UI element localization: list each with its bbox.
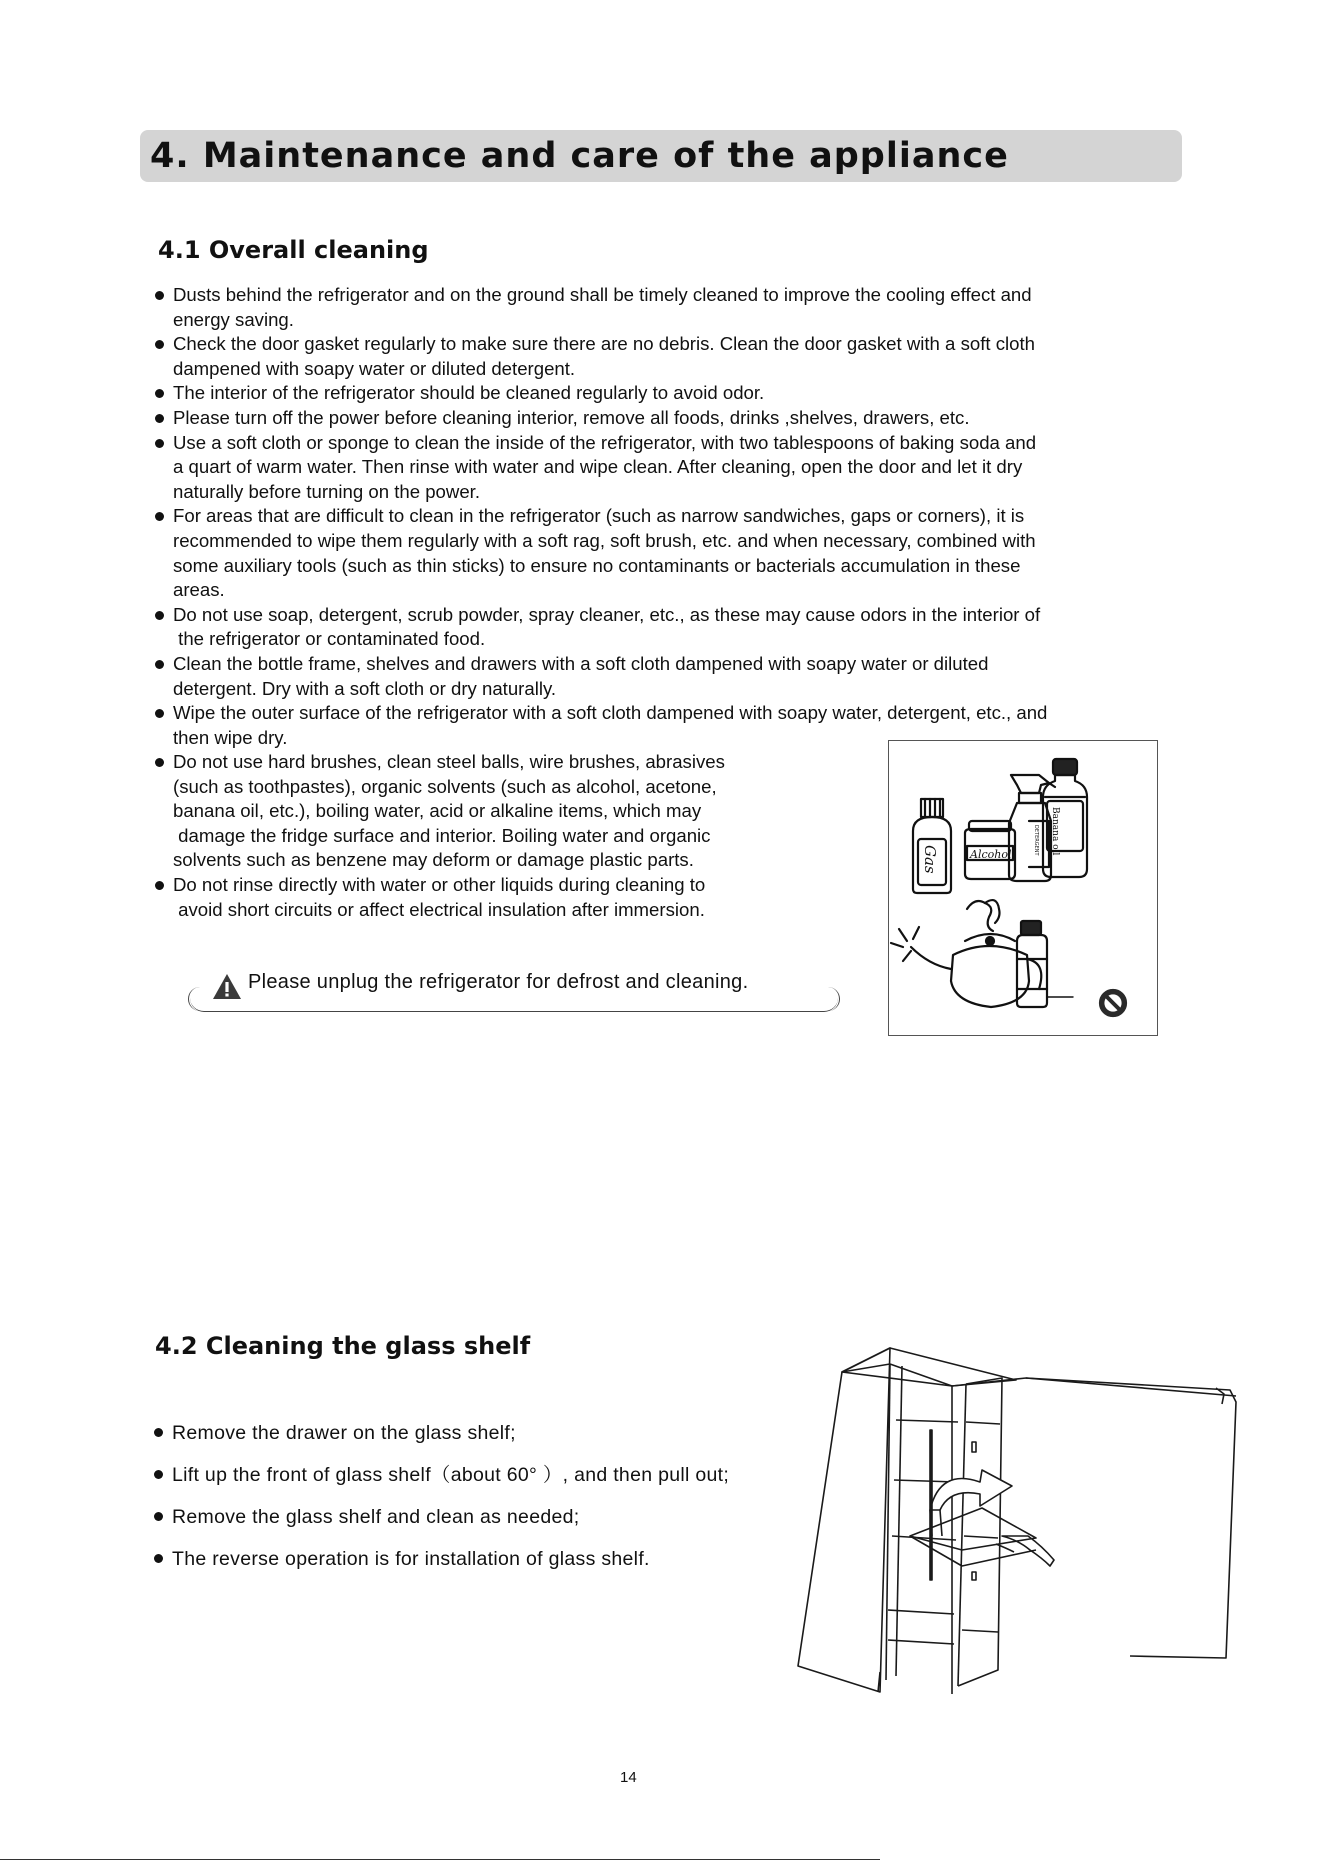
overall-cleaning-list <box>152 283 1212 750</box>
warning-triangle-icon <box>212 973 242 1005</box>
bullet-dot <box>155 340 164 349</box>
bullet-dot <box>154 1470 163 1479</box>
cleaning-bullet-item <box>152 381 1212 406</box>
cleaning-bullet-line: The interior of the refrigerator should be cleaned regularly to avoid odor. <box>173 382 765 404</box>
cleaning-bullet-line: naturally before turning on the power. <box>173 480 480 502</box>
cleaning-bullet-line: detergent. Dry with a soft cloth or dry naturally. <box>173 677 557 699</box>
bullet-dot <box>154 1428 163 1437</box>
illustration-gas-label: Gas <box>921 845 939 874</box>
cleaning-bullet-line: a quart of warm water. Then rinse with water and wipe clean. After cleaning, open the door and let it dry <box>173 456 1023 478</box>
cleaning-bullet-line: banana oil, etc.), boiling water, acid or alkaline items, which may <box>173 800 702 822</box>
cleaning-bullet-line: Wipe the outer surface of the refrigerator with a soft cloth dampened with soapy water, detergent, etc., and <box>173 702 1048 724</box>
steam-icon <box>967 900 1000 931</box>
section-2-title: 4.2 Cleaning the glass shelf <box>155 1332 531 1360</box>
bullet-dot <box>155 881 164 890</box>
cleaning-bullet-line: Dusts behind the refrigerator and on the ground shall be timely cleaned to improve the cooling effect and <box>173 284 1032 305</box>
page-number: 14 <box>620 1769 637 1786</box>
cleaning-bullet-item <box>152 750 872 873</box>
cleaning-bullet-line: avoid short circuits or affect electrical insulation after immersion. <box>173 898 705 920</box>
right-door-icon <box>952 1378 1236 1658</box>
warning-text: Please unplug the refrigerator for defrost and cleaning. <box>248 971 749 993</box>
prohibited-icon <box>1100 990 1126 1016</box>
kettle-icon <box>891 927 1041 1007</box>
warning-bracket-right <box>827 987 840 1011</box>
glass-shelf-step-line: The reverse operation is for installation of glass shelf. <box>172 1548 650 1570</box>
glass-shelf-icon <box>910 1508 1036 1550</box>
cleaning-bullet-line: then wipe dry. <box>173 726 288 748</box>
cleaning-bullet-line: Clean the bottle frame, shelves and drawers with a soft cloth dampened with soapy water or diluted <box>173 652 989 674</box>
bullet-dot <box>154 1512 163 1521</box>
left-door-icon <box>798 1348 890 1692</box>
glass-shelf-step-line: Lift up the front of glass shelf（about 60° ）, and then pull out; <box>172 1464 730 1486</box>
cleaning-bullet-line: Do not use hard brushes, clean steel balls, wire brushes, abrasives <box>173 751 725 772</box>
bullet-dot <box>155 439 164 448</box>
cleaning-bullet-item <box>152 406 1212 431</box>
cleaning-bullet-line: damage the fridge surface and interior. Boiling water and organic <box>173 824 711 846</box>
unplug-warning <box>190 967 838 1012</box>
glass-shelf-step-item <box>153 1496 833 1538</box>
cleaning-bullet-line: dampened with soapy water or diluted detergent. <box>173 357 576 379</box>
cleaning-bullet-line: For areas that are difficult to clean in the refrigerator (such as narrow sandwiches, gaps or corners), it is <box>173 505 1025 527</box>
fridge-glass-shelf-illustration <box>790 1340 1240 1705</box>
illustration-alcohol-label: Alcohol <box>970 848 1012 861</box>
glass-shelf-step-item <box>153 1454 833 1496</box>
cleaning-bullet-line: solvents such as benzene may deform or damage plastic parts. <box>173 849 694 871</box>
alcohol-jar-icon <box>965 821 1015 879</box>
bullet-dot <box>155 660 164 669</box>
cleaning-bullet-line: Please turn off the power before cleaning interior, remove all foods, drinks ,shelves, drawers, etc. <box>173 406 970 428</box>
section-banner <box>140 130 1182 182</box>
cleaning-bullet-item <box>152 283 1212 332</box>
cleaning-bullet-line: areas. <box>173 579 225 601</box>
thermos-icon <box>1017 921 1047 1007</box>
section-1-title: 4.1 Overall cleaning <box>158 236 429 264</box>
cleaning-bullet-line: some auxiliary tools (such as thin sticks) to ensure no contaminants or bacterials accumulation in these <box>173 554 1021 576</box>
bullet-dot <box>155 758 164 767</box>
prohibited-cleaners-illustration <box>888 740 1158 1036</box>
bullet-dot <box>155 291 164 300</box>
cleaning-bullet-line: Check the door gasket regularly to make sure there are no debris. Clean the door gasket with a soft cloth <box>173 333 1035 355</box>
cleaning-bullet-line: the refrigerator or contaminated food. <box>173 628 486 650</box>
illustration-detergent-label: DETERGENT <box>1033 825 1039 856</box>
cleaning-bullet-item <box>152 873 872 922</box>
cleaning-bullet-line: (such as toothpastes), organic solvents (such as alcohol, acetone, <box>173 775 717 797</box>
cleaning-bullet-line: energy saving. <box>173 308 294 330</box>
bullet-dot <box>155 512 164 521</box>
overall-cleaning-list-continued <box>152 750 872 922</box>
page-title: 4. Maintenance and care of the appliance <box>150 136 1009 176</box>
cleaning-bullet-item <box>152 504 1212 602</box>
bullet-dot <box>155 709 164 718</box>
cleaning-bullet-line: Use a soft cloth or sponge to clean the inside of the refrigerator, with two tablespoons of baking soda and <box>173 431 1037 453</box>
cleaning-bullet-item <box>152 652 1212 701</box>
gas-can-icon <box>913 799 951 893</box>
bullet-dot <box>155 389 164 398</box>
cleaning-bullet-line: Do not rinse directly with water or other liquids during cleaning to <box>173 873 706 895</box>
glass-shelf-step-item <box>153 1538 833 1580</box>
cleaning-bullet-item <box>152 431 1212 505</box>
warning-bracket-left <box>188 987 201 1011</box>
glass-shelf-step-line: Remove the drawer on the glass shelf; <box>172 1422 516 1444</box>
glass-shelf-steps-list <box>153 1412 833 1580</box>
bullet-dot <box>154 1554 163 1563</box>
illustration-banana-oil-label: Banana oil <box>1050 807 1060 856</box>
cleaning-bullet-item <box>152 603 1212 652</box>
bullet-dot <box>155 414 164 423</box>
glass-shelf-step-item <box>153 1412 833 1454</box>
footer-divider <box>0 1859 880 1860</box>
bullet-dot <box>155 611 164 620</box>
cleaning-bullet-item <box>152 332 1212 381</box>
glass-shelf-step-line: Remove the glass shelf and clean as needed; <box>172 1506 580 1528</box>
cleaning-bullet-line: Do not use soap, detergent, scrub powder, spray cleaner, etc., as these may cause odors in the interior of <box>173 603 1041 625</box>
cleaning-bullet-line: recommended to wipe them regularly with a soft rag, soft brush, etc. and when necessary, combined with <box>173 529 1036 551</box>
